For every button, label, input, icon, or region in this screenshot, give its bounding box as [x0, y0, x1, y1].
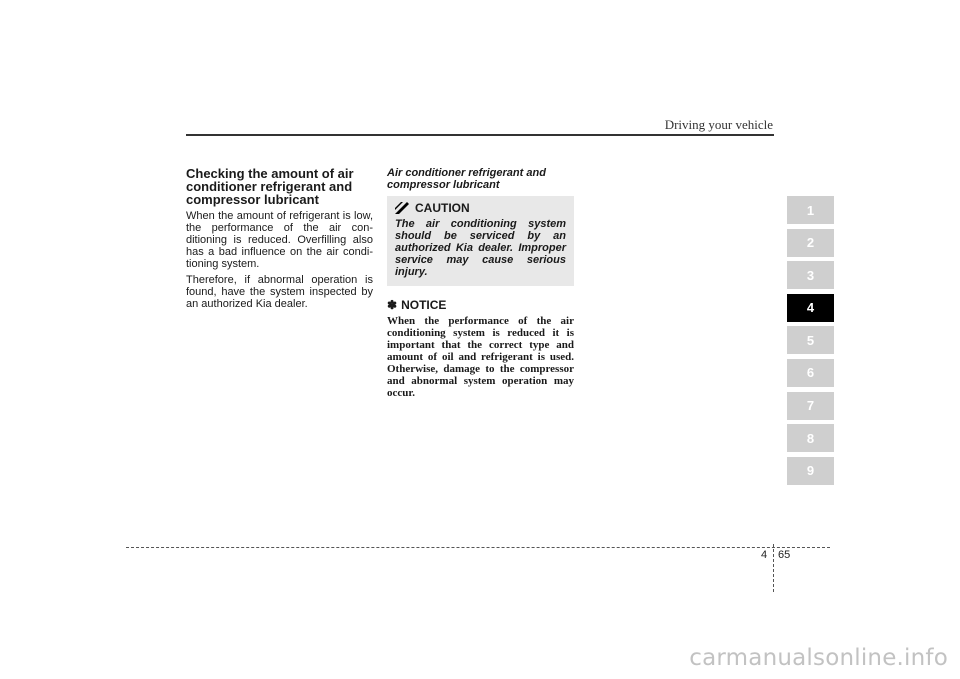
caution-title: CAUTION — [415, 201, 470, 215]
section-heading: Checking the amount of air conditioner refrigerant and compressor lubricant — [186, 166, 354, 207]
footer-rule — [126, 547, 830, 548]
chapter-tab-2[interactable]: 2 — [787, 229, 834, 257]
notice-header — [387, 298, 574, 312]
chapter-tab-6[interactable]: 6 — [787, 359, 834, 387]
notice-text: When the performance of the air conditioning system is reduced it is important that the correct type and amount of oil and refrigerant is used. Otherwise, damage to the compressor and abnormal system operation may occur. — [387, 315, 574, 399]
chapter-tab-5[interactable]: 5 — [787, 326, 834, 354]
caution-text: The air conditioning system should be serviced by an authorized Kia dealer. Improper service may cause serious injury. — [395, 218, 566, 278]
chapter-tab-8[interactable]: 8 — [787, 424, 834, 452]
caution-header — [395, 201, 566, 215]
chapter-tab-7[interactable]: 7 — [787, 392, 834, 420]
header-rule — [186, 134, 774, 136]
footer-chapter-number: 4 — [761, 549, 768, 561]
notice-title: NOTICE — [401, 298, 447, 312]
chapter-tab-9[interactable]: 9 — [787, 457, 834, 485]
footer-page-number: 65 — [778, 549, 791, 561]
paragraph-1: When the amount of refrigerant is low, the performance of the air con-ditioning is reduced. Overfilling also has a bad influence on the air condi-tioning system. — [186, 210, 373, 270]
watermark: carmanualsonline.info — [689, 645, 948, 671]
footer-divider — [773, 544, 774, 592]
running-header: Driving your vehicle — [664, 117, 773, 132]
right-column — [387, 167, 574, 399]
left-column — [186, 167, 373, 314]
chapter-tab-1[interactable]: 1 — [787, 196, 834, 224]
chapter-tabs — [787, 196, 834, 489]
chapter-tab-3[interactable]: 3 — [787, 261, 834, 289]
notice-star-icon: ✽ — [387, 298, 398, 312]
chapter-tab-4[interactable]: 4 — [787, 294, 834, 322]
caution-pencil-icon — [395, 202, 409, 214]
subsection-heading: Air conditioner refrigerant and compressor lubricant — [387, 167, 546, 191]
caution-box — [387, 196, 574, 286]
paragraph-2: Therefore, if abnormal operation is found, have the system inspected by an authorized Kia dealer. — [186, 274, 373, 310]
